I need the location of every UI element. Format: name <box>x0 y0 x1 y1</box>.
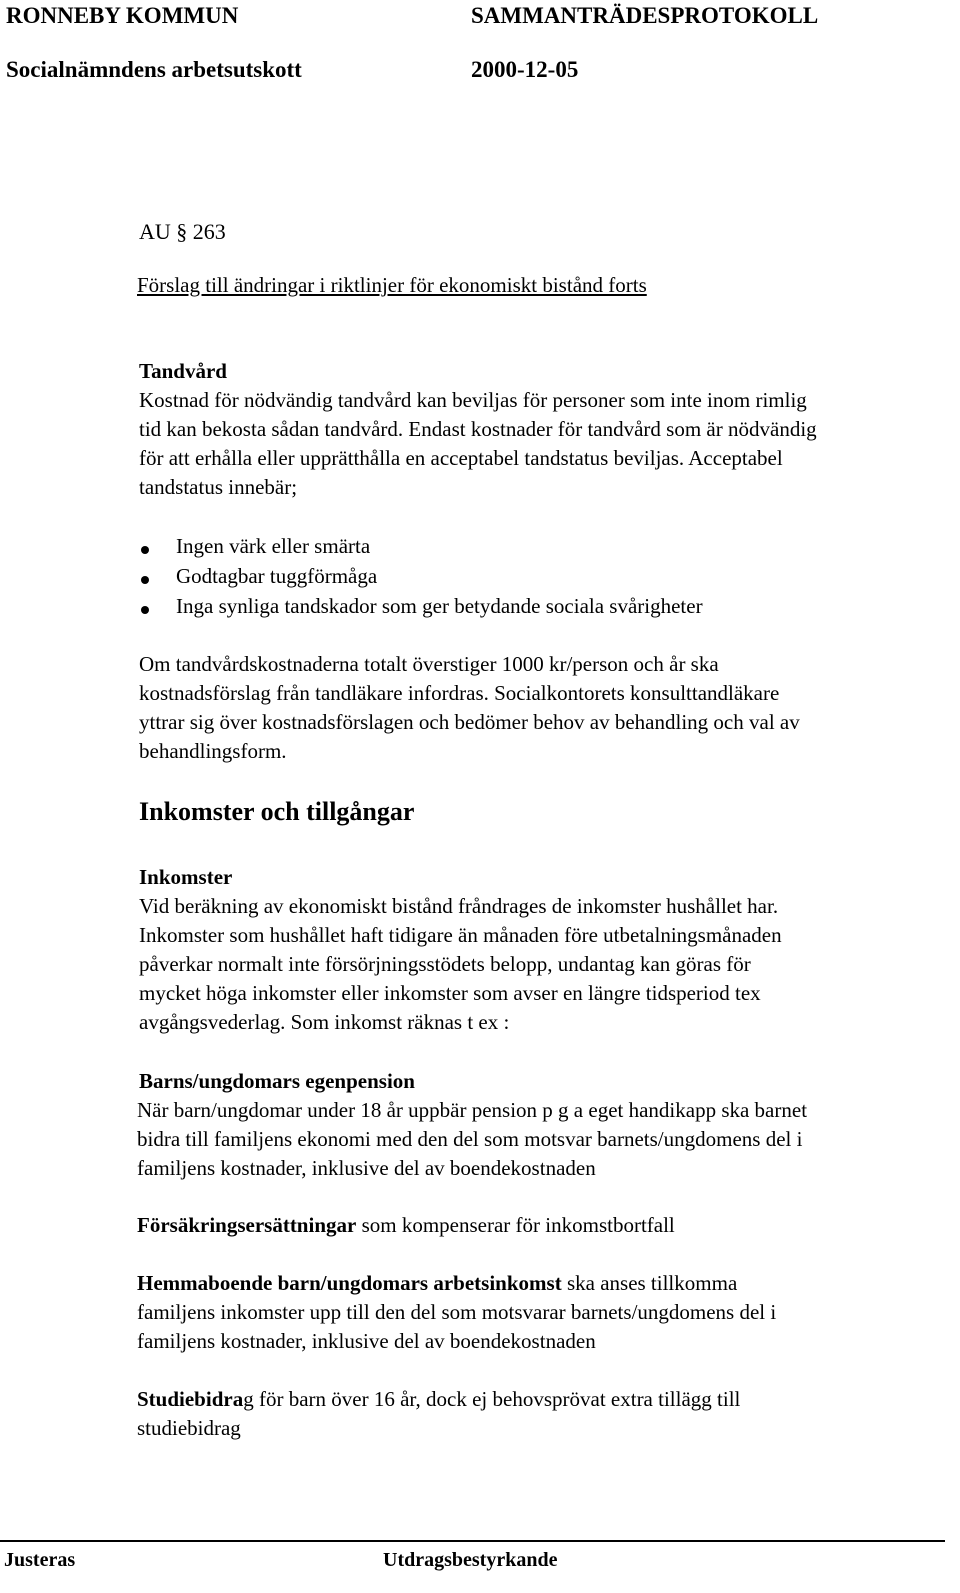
meeting-date: 2000-12-05 <box>471 57 579 82</box>
text-line: tandstatus innebär; <box>139 475 298 499</box>
studiebidrag-text: g för barn över 16 år, dock ej behovsprövat extra tillägg till <box>243 1387 741 1411</box>
inkomster-tillgangar-heading: Inkomster och tillgångar <box>139 797 415 826</box>
document-type: SAMMANTRÄDESPROTOKOLL <box>471 3 819 28</box>
egenpension-paragraph <box>137 1096 942 1183</box>
section-title: Förslag till ändringar i riktlinjer för ekonomiskt bistånd forts <box>137 273 647 297</box>
inkomster-subheading: Inkomster <box>139 865 233 889</box>
au-label: AU <box>139 219 171 244</box>
forsakring-text: som kompenserar för inkomstbortfall <box>356 1213 675 1237</box>
text-line: Inkomster som hushållet haft tidigare än månaden före utbetalningsmånaden <box>139 923 782 947</box>
justeras-label: Justeras <box>4 1549 76 1571</box>
utdragsbestyrkande-label: Utdragsbestyrkande <box>383 1549 558 1571</box>
text-line: för att erhålla eller upprätthålla en acceptabel tandstatus beviljas. Acceptabel <box>139 446 783 470</box>
text-line <box>137 1385 942 1414</box>
au-number: 263 <box>192 219 226 244</box>
forsakring-term: Försäkringsersättningar <box>137 1213 357 1237</box>
text-line: yttrar sig över kostnadsförslagen och bedömer behov av behandling och val av <box>139 710 800 734</box>
forsakring-paragraph <box>137 1211 675 1240</box>
text-line: familjens inkomster upp till den del som motsvarar barnets/ungdomens del i <box>137 1300 777 1324</box>
text-line: bidra till familjens ekonomi med den del som motsvar barnets/ungdomens del i <box>137 1127 803 1151</box>
inkomster-paragraph <box>139 892 944 1037</box>
tandvard-heading: Tandvård <box>139 359 227 383</box>
section-number <box>139 217 226 246</box>
bullet-item: Godtagbar tuggförmåga <box>176 564 378 588</box>
studiebidrag-term: Studiebidra <box>137 1387 244 1411</box>
studiebidrag-paragraph <box>137 1385 942 1443</box>
text-line: Vid beräkning av ekonomiskt bistånd fråndrages de inkomster hushållet har. <box>139 894 779 918</box>
arbetsinkomst-term: Hemmaboende barn/ungdomars arbetsinkomst <box>137 1271 562 1295</box>
bullet-dot <box>141 576 149 584</box>
footer-rule <box>0 1540 945 1542</box>
text-line: När barn/ungdomar under 18 år uppbär pension p g a eget handikapp ska barnet <box>137 1098 808 1122</box>
paragraph-symbol: § <box>176 219 188 244</box>
text-line <box>137 1269 942 1298</box>
text-line: behandlingsform. <box>139 739 287 763</box>
text-line: kostnadsförslag från tandläkare infordras. Socialkontorets konsulttandläkare <box>139 681 780 705</box>
text-line: påverkar normalt inte försörjningsstödets belopp, undantag kan göras för <box>139 952 751 976</box>
bullet-dot <box>141 546 149 554</box>
text-line: familjens kostnader, inklusive del av boendekostnaden <box>137 1156 596 1180</box>
tandvard-paragraph <box>139 386 944 502</box>
tandvard-cost-paragraph <box>139 650 944 766</box>
arbetsinkomst-text: ska anses tillkomma <box>561 1271 738 1295</box>
org-name: RONNEBY KOMMUN <box>6 3 239 28</box>
bullet-item: Inga synliga tandskador som ger betydande sociala svårigheter <box>176 594 703 618</box>
arbetsinkomst-paragraph <box>137 1269 942 1356</box>
bullet-item: Ingen värk eller smärta <box>176 534 371 558</box>
committee-name: Socialnämndens arbetsutskott <box>6 57 302 82</box>
egenpension-heading: Barns/ungdomars egenpension <box>139 1069 415 1093</box>
text-line: Kostnad för nödvändig tandvård kan beviljas för personer som inte inom rimlig <box>139 388 807 412</box>
text-line: mycket höga inkomster eller inkomster som avser en längre tidsperiod tex <box>139 981 761 1005</box>
text-line: avgångsvederlag. Som inkomst räknas t ex : <box>139 1010 510 1034</box>
text-line: tid kan bekosta sådan tandvård. Endast kostnader för tandvård som är nödvändig <box>139 417 817 441</box>
text-line: Om tandvårdskostnaderna totalt överstiger 1000 kr/person och år ska <box>139 652 719 676</box>
text-line: studiebidrag <box>137 1416 241 1440</box>
text-line: familjens kostnader, inklusive del av boendekostnaden <box>137 1329 596 1353</box>
bullet-dot <box>141 606 149 614</box>
